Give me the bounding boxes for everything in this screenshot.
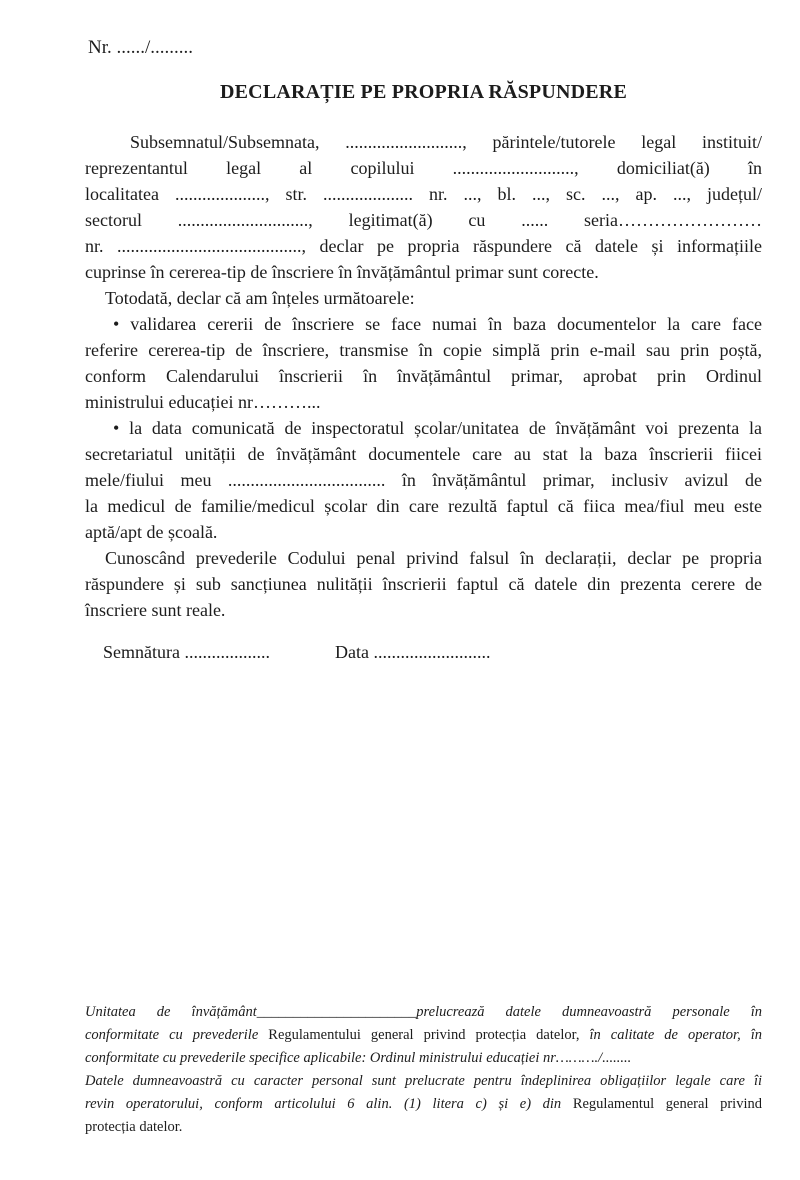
document-body bbox=[85, 129, 762, 623]
paragraph-penal-line: răspundere și sub sancțiunea nulității înscrierii faptul că datele din prezenta cerere de bbox=[85, 574, 762, 594]
signature-field: Semnătura ................... bbox=[103, 642, 270, 662]
gdpr-footer bbox=[85, 1001, 762, 1139]
bullet-documents-line: mele/fiului meu ................................... în învățământul primar, inclusiv avizul de bbox=[85, 470, 762, 490]
bullet-validation-line: conform Calendarului înscrierii în învățământul primar, aprobat prin Ordinul bbox=[85, 366, 762, 386]
bullet-validation-line: ministrului educației nr………... bbox=[85, 392, 321, 412]
bullet-validation bbox=[85, 311, 762, 415]
paragraph-declarant-line: sectorul ............................., legitimat(ă) cu ...... seria…………………… bbox=[85, 210, 762, 230]
paragraph-totodata: Totodată, declar că am înțeles următoarele: bbox=[105, 288, 415, 308]
document-content bbox=[85, 36, 762, 1139]
bullet-documents-line: secretariatul unității de învățământ documentele care au stat la baza înscrierii fiicei bbox=[85, 444, 762, 464]
bullet-validation-line: • validarea cererii de înscriere se face numai în baza documentelor la care face bbox=[113, 314, 762, 334]
paragraph-declarant bbox=[85, 129, 762, 285]
bullet-documents bbox=[85, 415, 762, 545]
date-field: Data .......................... bbox=[334, 642, 491, 662]
gdpr-footer-line: Unitatea de învățământ______________________prelucrează datele dumneavoastră personale în bbox=[85, 1004, 762, 1020]
gdpr-footer-line bbox=[85, 1093, 762, 1116]
gdpr-footer-segment: revin operatorului, conform articolului 6 alin. (1) litera c) și e) din bbox=[85, 1096, 573, 1112]
gdpr-footer-line: protecția datelor. bbox=[85, 1119, 183, 1135]
gdpr-footer-segment: Regulamentul general privind bbox=[572, 1096, 762, 1112]
paragraph-declarant-line: nr. ........................................., declar pe propria răspundere că datele și informațiile bbox=[85, 236, 762, 256]
paragraph-declarant-line: localitatea ...................., str. .................... nr. ..., bl. ..., sc. ..., ap. ..., județul/ bbox=[85, 184, 762, 204]
paragraph-penal bbox=[85, 545, 762, 623]
registration-number-line: Nr. ....../......... bbox=[88, 37, 194, 58]
paragraph-declarant-line: reprezentantul legal al copilului ..........................., domiciliat(ă) în bbox=[85, 158, 762, 178]
paragraph-declarant-line: cuprinse în cererea-tip de înscriere în învățământul primar sunt corecte. bbox=[85, 262, 599, 282]
signature-row bbox=[85, 639, 762, 665]
bullet-validation-line: referire cererea-tip de înscriere, transmise în copie simplă prin e-mail sau prin poștă, bbox=[85, 340, 762, 360]
paragraph-penal-line: Cunoscând prevederile Codului penal privind falsul în declarații, declar pe propria bbox=[105, 548, 762, 568]
gdpr-footer-segment: Regulamentului general privind protecția datelor, bbox=[268, 1027, 580, 1043]
paragraph-penal-line: înscriere sunt reale. bbox=[85, 600, 226, 620]
gdpr-footer-segment: în calitate de operator, în bbox=[579, 1027, 762, 1043]
bullet-documents-line: la medicul de familie/medicul școlar din care rezultă faptul că fiica mea/fiul meu este bbox=[85, 496, 762, 516]
bullet-documents-line: aptă/apt de școală. bbox=[85, 522, 218, 542]
gdpr-footer-line: conformitate cu prevederile specifice aplicabile: Ordinul ministrului educației nr………./........ bbox=[85, 1050, 632, 1066]
gdpr-footer-line: Datele dumneavoastră cu caracter personal sunt prelucrate pentru îndeplinirea obligațiilor legale care îi bbox=[85, 1073, 762, 1089]
document-title: DECLARAȚIE PE PROPRIA RĂSPUNDERE bbox=[220, 81, 627, 103]
paragraph-declarant-line: Subsemnatul/Subsemnata, .........................., părintele/tutorele legal instituit/ bbox=[130, 132, 762, 152]
blank-space bbox=[85, 665, 762, 1001]
bullet-documents-line: • la data comunicată de inspectoratul școlar/unitatea de învățământ voi prezenta la bbox=[113, 418, 762, 438]
gdpr-footer-segment: conformitate cu prevederile bbox=[85, 1027, 269, 1043]
gdpr-footer-line bbox=[85, 1024, 762, 1047]
